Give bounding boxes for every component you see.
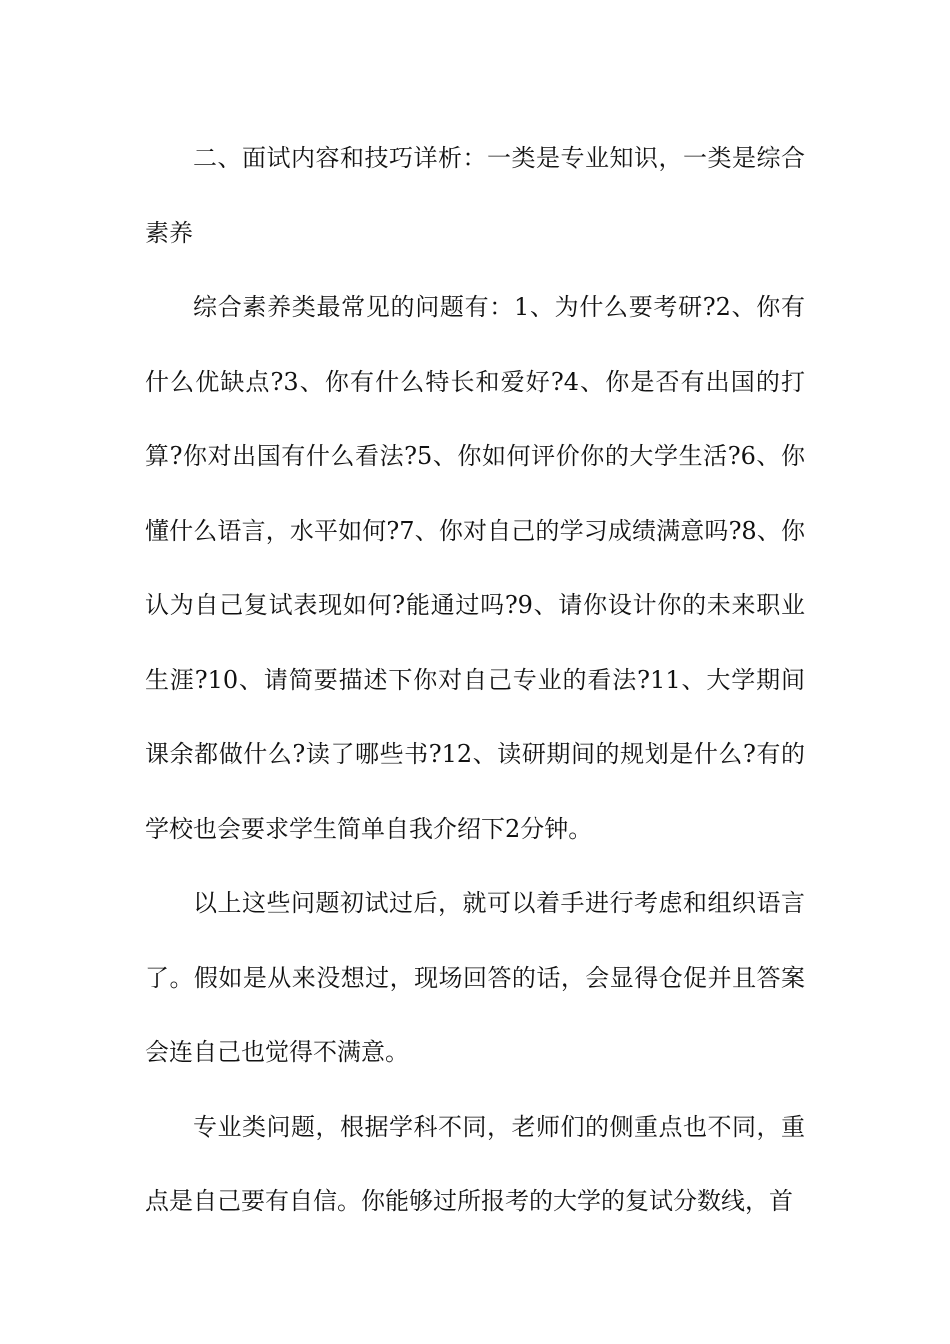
document-body	[145, 121, 805, 1239]
body-paragraph: 以上这些问题初试过后，就可以着手进行考虑和组织语言了。假如是从来没想过，现场回答的话，会显得仓促并且答案会连自己也觉得不满意。	[145, 889, 805, 1066]
section-heading-paragraph: 二、面试内容和技巧详析：一类是专业知识，一类是综合素养	[145, 144, 805, 247]
body-paragraph: 专业类问题，根据学科不同，老师们的侧重点也不同，重点是自己要有自信。你能够过所报考的大学的复试分数线，首	[145, 1112, 805, 1215]
body-paragraph: 综合素养类最常见的问题有：1、为什么要考研?2、你有什么优缺点?3、你有什么特长和爱好?4、你是否有出国的打算?你对出国有什么看法?5、你如何评价你的大学生活?6、你懂什么语言，水平如何?7、你对自己的学习成绩满意吗?8、你认为自己复试表现如何?能通过吗?9、请你设计你的未来职业生涯?10、请简要描述下你对自己专业的看法?11、大学期间课余都做什么?读了哪些书?12、读研期间的规划是什么?有的学校也会要求学生简单自我介绍下2分钟。	[145, 293, 805, 843]
